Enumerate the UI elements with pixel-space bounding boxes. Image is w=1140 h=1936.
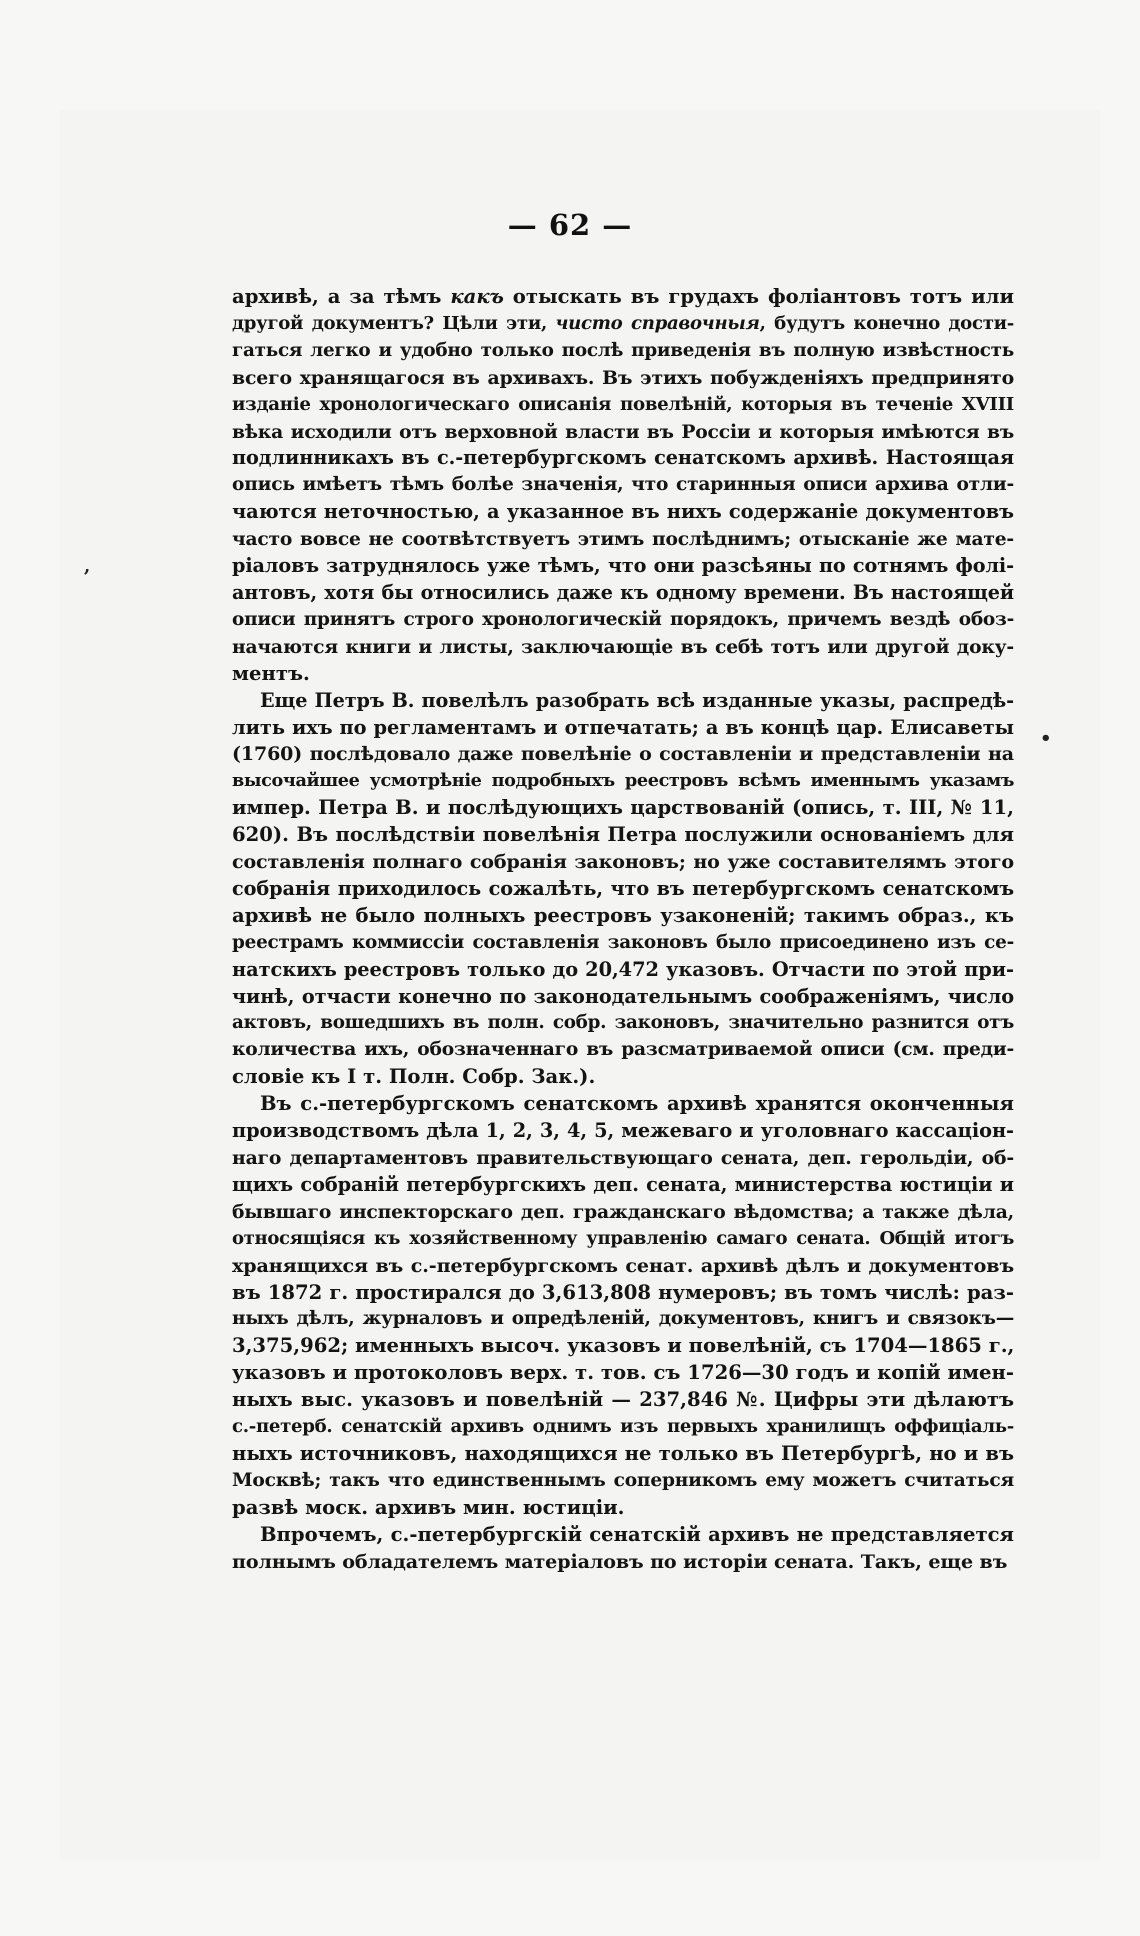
text-line: натскихъ реестровъ только до 20,472 указовъ. Отчасти по этой при- [232,957,1014,981]
text-line: подлинникахъ въ с.-петербургскомъ сенатскомъ архивѣ. Настоящая [232,446,1014,470]
text-line: начаются книги и листы, заключающіе въ себѣ тотъ или другой доку- [232,635,1014,658]
paragraph [232,688,1014,1092]
text-line: опись имѣетъ тѣмъ болѣе значенія, что старинныя описи архива отли- [232,474,1014,496]
text-line: составленія полнаго собранія законовъ; но уже составителямъ этого [232,851,1014,874]
text-line: реестрамъ коммиссіи составленія законовъ было присоединено изъ се- [232,931,1014,953]
text-line: высочайшее усмотрѣніе подробныхъ реестровъ всѣмъ именнымъ указамъ [232,770,1014,792]
text-line: ныхъ дѣлъ, журналовъ и опредѣленій, документовъ, книгъ и связокъ— [232,1308,1014,1330]
text-line: ментъ. [232,661,310,685]
text-line: производствомъ дѣла 1, 2, 3, 4, 5, межеваго и уголовнаго кассаціон- [232,1119,1014,1143]
text-line: развѣ моск. архивъ мин. юстиціи. [232,1495,625,1519]
text-line: ныхъ выс. указовъ и повелѣній — 237,846 №. Цифры эти дѣлаютъ [232,1388,1014,1412]
text-line: импер. Петра В. и послѣдующихъ царствованій (опись, т. III, № 11, [232,796,1014,820]
text-line: актовъ, вошедшихъ въ полн. собр. законовъ, значительно разнится отъ [232,1012,1014,1034]
text-line: количества ихъ, обозначеннаго въ разсматриваемой описи (см. преди- [232,1039,1014,1061]
text-line: полнымъ обладателемъ матеріаловъ по исторіи сената. Такъ, еще въ [232,1550,1008,1573]
text-line: Еще Петръ В. повелѣлъ разобрать всѣ изданные указы, распредѣ- [260,688,1014,712]
text-line: словіе къ I т. Полн. Собр. Зак.). [232,1065,596,1089]
text-line: всего хранящагося въ архивахъ. Въ этихъ побужденіяхъ предпринято [232,366,1014,389]
text-line: изданіе хронологическаго описанія повелѣній, которыя въ теченіе XVIII [232,393,1014,415]
text-line: Въ с.-петербургскомъ сенатскомъ архивѣ хранятся оконченныя [260,1092,1014,1116]
text-line: щихъ собраній петербургскихъ деп. сената, министерства юстиціи и [232,1172,1014,1196]
text-line: антовъ, хотя бы относились даже къ одному времени. Въ настоящей [232,580,1014,604]
text-line: 620). Въ послѣдствіи повелѣнія Петра послужили основаніемъ для [232,823,1014,847]
text-line: въ 1872 г. простирался до 3,613,808 нумеровъ; въ томъ числѣ: раз- [232,1280,1014,1304]
paragraph [232,1522,1014,1576]
margin-mark-right: • [1040,728,1052,749]
document-body [232,284,1014,1576]
page-number: — 62 — [507,208,633,242]
text-line: часто вовсе не соотвѣтствуетъ этимъ послѣднимъ; отысканіе же мате- [232,528,1014,551]
text-line: лить ихъ по регламентамъ и отпечатать; а въ концѣ цар. Елисаветы [232,715,1014,739]
text-line: гаться легко и удобно только послѣ приведенія въ полную извѣстность [232,339,1014,361]
text-line: (1760) послѣдовало даже повелѣніе о составленіи и представленіи на [232,743,1014,766]
text-line: собранія приходилось сожалѣть, что въ петербургскомъ сенатскомъ [232,876,1014,900]
text-line: 3,375,962; именныхъ высоч. указовъ и повелѣній, съ 1704—1865 г., [232,1334,1015,1358]
text-line: ныхъ источниковъ, находящихся не только въ Петербургѣ, но и въ [232,1441,1014,1465]
paragraph [232,1091,1014,1522]
text-line: другой документъ? Цѣли эти, чисто справочныя, будутъ конечно дости- [232,312,1014,334]
text-line: с.-петерб. сенатскій архивъ однимъ изъ первыхъ хранилищъ оффиціаль- [232,1416,1014,1438]
text-line: ріаловъ затруднялось уже тѣмъ, что они разсѣяны по сотнямъ фолі- [232,554,1014,578]
text-line: указовъ и протоколовъ верх. т. тов. съ 1726—30 годъ и копій имен- [232,1361,1014,1385]
text-line: архивѣ, а за тѣмъ какъ отыскать въ грудахъ фоліантовъ тотъ или [232,285,1014,308]
text-line: чинѣ, отчасти конечно по законодательнымъ соображеніямъ, число [232,984,1014,1008]
margin-mark-left: , [84,556,91,577]
text-line: чаются неточностью, а указанное въ нихъ содержаніе документовъ [232,500,1014,524]
paragraph [232,284,1014,688]
text-line: относящіяся къ хозяйственному управленію самаго сената. Общій итогъ [232,1227,1014,1249]
text-line: архивѣ не было полныхъ реестровъ узаконеній; такимъ образ., къ [232,903,1014,927]
text-line: описи принятъ строго хронологическій порядокъ, причемъ вездѣ обоз- [232,608,1014,630]
text-line: наго департаментовъ правительствующаго сената, деп. герольдіи, об- [232,1147,1014,1169]
text-line: вѣка исходили отъ верховной власти въ Россіи и которыя имѣются въ [232,420,1014,443]
text-line: Москвѣ; такъ что единственнымъ соперникомъ ему можетъ считаться [232,1469,1014,1491]
text-line: бывшаго инспекторскаго деп. гражданскаго вѣдомства; а также дѣла, [232,1200,1014,1223]
text-line: хранящихся въ с.-петербургскомъ сенат. архивѣ дѣлъ и документовъ [232,1254,1014,1277]
text-line: Впрочемъ, с.-петербургскій сенатскій архивъ не представляется [260,1522,1014,1546]
